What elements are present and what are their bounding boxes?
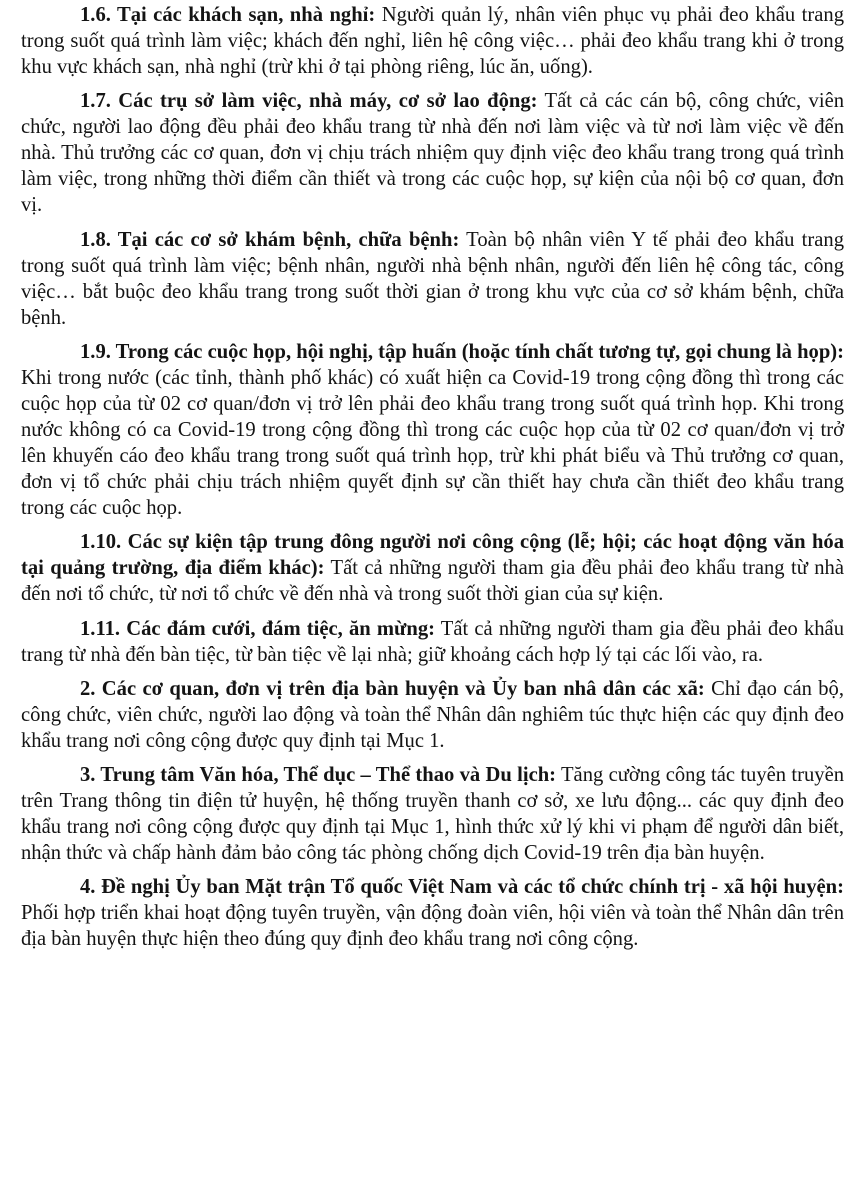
section-1-10-text: Tất cả những người tham gia đều phải đeo khẩu trang từ nhà đến nơi tổ chức, từ nơi tổ chức về đến nhà và trong suốt thời gian của sự kiện. (21, 557, 844, 606)
section-1-10-heading: 1.10. Các sự kiện tập trung đông người nơi công cộng (lễ; hội; các hoạt động văn hóa tại quảng trường, địa điểm khác): (21, 531, 844, 580)
section-1-11-heading: 1.11. Các đám cưới, đám tiệc, ăn mừng: (80, 617, 435, 640)
section-1-6-paragraph (21, 2, 844, 80)
section-3-paragraph (21, 762, 844, 866)
section-1-10-paragraph (21, 529, 844, 607)
section-3-text: Tăng cường công tác tuyên truyền trên Trang thông tin điện tử huyện, hệ thống truyền thanh cơ sở, xe lưu động... các quy định đeo khẩu trang nơi công cộng được quy định tại Mục 1, hình thức xử lý khi vi phạm để người dân biết, nhận thức và chấp hành đảm bảo công tác phòng chống dịch Covid-19 trên địa bàn huyện. (21, 763, 845, 865)
section-1-8-text: Toàn bộ nhân viên Y tế phải đeo khẩu trang trong suốt quá trình làm việc; bệnh nhân, người nhà bệnh nhân, người đến liên hệ công tác, công việc… bắt buộc đeo khẩu trang trong suốt thời gian ở trong khu vực của cơ sở khám bệnh, chữa bệnh. (21, 228, 844, 329)
section-2-heading: 2. Các cơ quan, đơn vị trên địa bàn huyện và Ủy ban nhâ dân các xã: (80, 677, 705, 700)
section-3-heading: 3. Trung tâm Văn hóa, Thể dục – Thể thao và Du lịch: (80, 763, 557, 786)
section-4-paragraph (21, 874, 844, 952)
section-4-heading: 4. Đề nghị Ủy ban Mặt trận Tổ quốc Việt Nam và các tổ chức chính trị - xã hội huyện: (80, 876, 844, 899)
section-2-paragraph (21, 676, 844, 754)
section-1-8-heading: 1.8. Tại các cơ sở khám bệnh, chữa bệnh: (80, 228, 460, 251)
section-1-9-heading: 1.9. Trong các cuộc họp, hội nghị, tập huấn (hoặc tính chất tương tự, gọi chung là họp): (80, 340, 844, 363)
section-1-9-text: Khi trong nước (các tỉnh, thành phố khác) có xuất hiện ca Covid-19 trong cộng đồng thì trong các cuộc họp của từ 02 cơ quan/đơn vị trở lên phải đeo khẩu trang trong suốt quá trình họp. Khi trong nước không có ca Covid-19 trong cộng đồng thì trong các cuộc họp của từ 02 cơ quan/đơn vị trở lên khuyến cáo đeo khẩu trang trong suốt quá trình họp, trừ khi phát biểu và Thủ trưởng cơ quan, đơn vị tổ chức phải chịu trách nhiệm quyết định sự cần thiết hay chưa cần thiết đeo khẩu trang trong các cuộc họp. (21, 366, 844, 520)
section-4-text: Phối hợp triển khai hoạt động tuyên truyền, vận động đoàn viên, hội viên và toàn thể Nhân dân trên địa bàn huyện thực hiện theo đúng quy định đeo khẩu trang nơi công cộng. (21, 902, 844, 951)
section-1-7-paragraph (21, 88, 844, 218)
section-1-7-text: Tất cả các cán bộ, công chức, viên chức, người lao động đều phải đeo khẩu trang từ nhà đến nơi làm việc và từ nơi làm việc về đến nhà. Thủ trưởng các cơ quan, đơn vị chịu trách nhiệm quy định việc đeo khẩu trang trong quá trình làm việc, trong những thời điểm cần thiết và trong các cuộc họp, sự kiện của nội bộ cơ quan, đơn vị. (21, 90, 845, 217)
section-1-8-paragraph (21, 227, 844, 331)
section-1-11-text: Tất cả những người tham gia đều phải đeo khẩu trang từ nhà đến bàn tiệc, từ bàn tiệc về lại nhà; giữ khoảng cách hợp lý tại các lối vào, ra. (21, 617, 844, 666)
section-1-9-paragraph (21, 339, 844, 521)
section-2-text: Chỉ đạo cán bộ, công chức, viên chức, người lao động và toàn thể Nhân dân nghiêm túc thực hiện các quy định đeo khẩu trang nơi công cộng được quy định tại Mục 1. (21, 677, 844, 752)
section-1-6-heading: 1.6. Tại các khách sạn, nhà nghỉ: (80, 4, 376, 26)
section-1-7-heading: 1.7. Các trụ sở làm việc, nhà máy, cơ sở lao động: (80, 90, 538, 113)
section-1-11-paragraph (21, 616, 844, 668)
section-1-6-text: Người quản lý, nhân viên phục vụ phải đeo khẩu trang trong suốt quá trình làm việc; khách đến nghỉ, liên hệ công việc… phải đeo khẩu trang khi ở trong khu vực khách sạn, nhà nghỉ (trừ khi ở tại phòng riêng, lúc ăn, uống). (21, 4, 844, 79)
